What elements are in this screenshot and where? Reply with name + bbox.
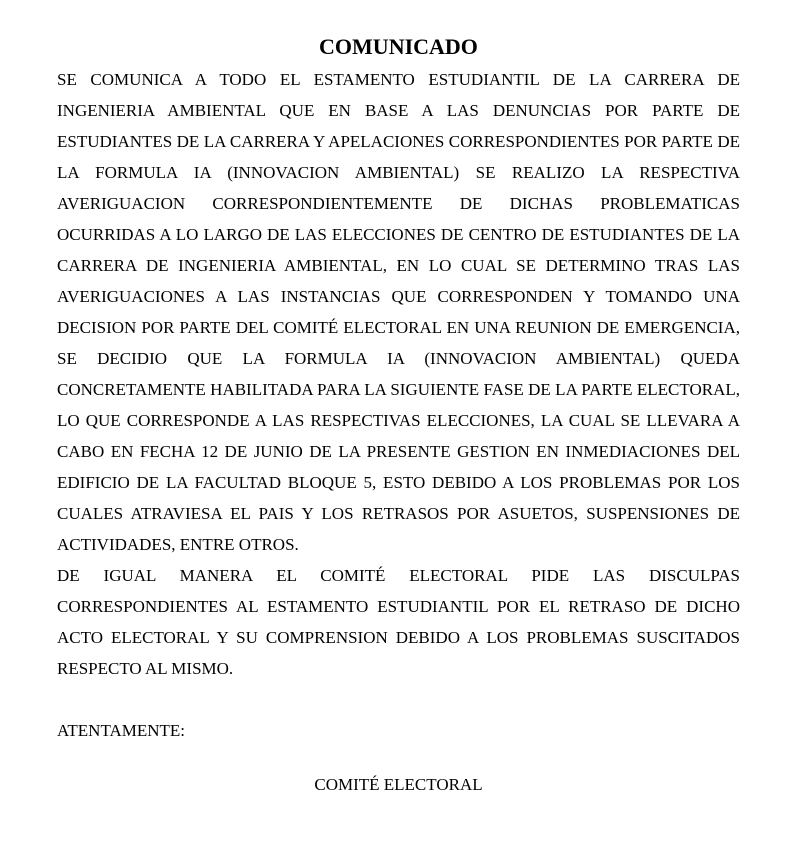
blank-line (57, 684, 740, 715)
closing-line: ATENTAMENTE: (57, 721, 186, 740)
signature: COMITÉ ELECTORAL (314, 775, 483, 794)
document-title: COMUNICADO (319, 34, 478, 59)
body-paragraph-1: SE COMUNICA A TODO EL ESTAMENTO ESTUDIANTIL DE LA CARRERA DE INGENIERIA AMBIENTAL QUE EN BASE A LAS DENUNCIAS POR PARTE DE ESTUDIANTES DE LA CARRERA Y APELACIONES CORRESPONDIENTES POR PARTE DE LA FORMULA IA (INNOVACION AMBIENTAL) SE REALIZO LA RESPECTIVA AVERIGUACION CORRESPONDIENTEMENTE DE DICHAS PROBLEMATICAS OCURRIDAS A LO LARGO DE LAS ELECCIONES DE CENTRO DE ESTUDIANTES DE LA CARRERA DE INGENIERIA AMBIENTAL, EN LO CUAL SE DETERMINO TRAS LAS AVERIGUACIONES A LAS INSTANCIAS QUE CORRESPONDEN Y TOMANDO UNA DECISION POR PARTE DEL COMITÉ ELECTORAL EN UNA REUNION DE EMERGENCIA, SE DECIDIO QUE LA FORMULA IA (INNOVACION AMBIENTAL) QUEDA CONCRETAMENTE HABILITADA PARA LA SIGUIENTE FASE DE LA PARTE ELECTORAL, LO QUE CORRESPONDE A LAS RESPECTIVAS ELECCIONES, LA CUAL SE LLEVARA A CABO EN FECHA 12 DE JUNIO DE LA PRESENTE GESTION EN INMEDIACIONES DEL EDIFICIO DE LA FACULTAD BLOQUE 5, ESTO DEBIDO A LOS PROBLEMAS POR LOS CUALES ATRAVIESA EL PAIS Y LOS RETRASOS POR ASUETOS, SUSPENSIONES DE ACTIVIDADES, ENTRE OTROS. (57, 70, 740, 554)
body-paragraph-2: DE IGUAL MANERA EL COMITÉ ELECTORAL PIDE LAS DISCULPAS CORRESPONDIENTES AL ESTAMENTO ESTUDIANTIL POR EL RETRASO DE DICHO ACTO ELECTORAL Y SU COMPRENSION DEBIDO A LOS PROBLEMAS SUSCITADOS RESPECTO AL MISMO. (57, 566, 740, 678)
document-page (57, 32, 740, 800)
